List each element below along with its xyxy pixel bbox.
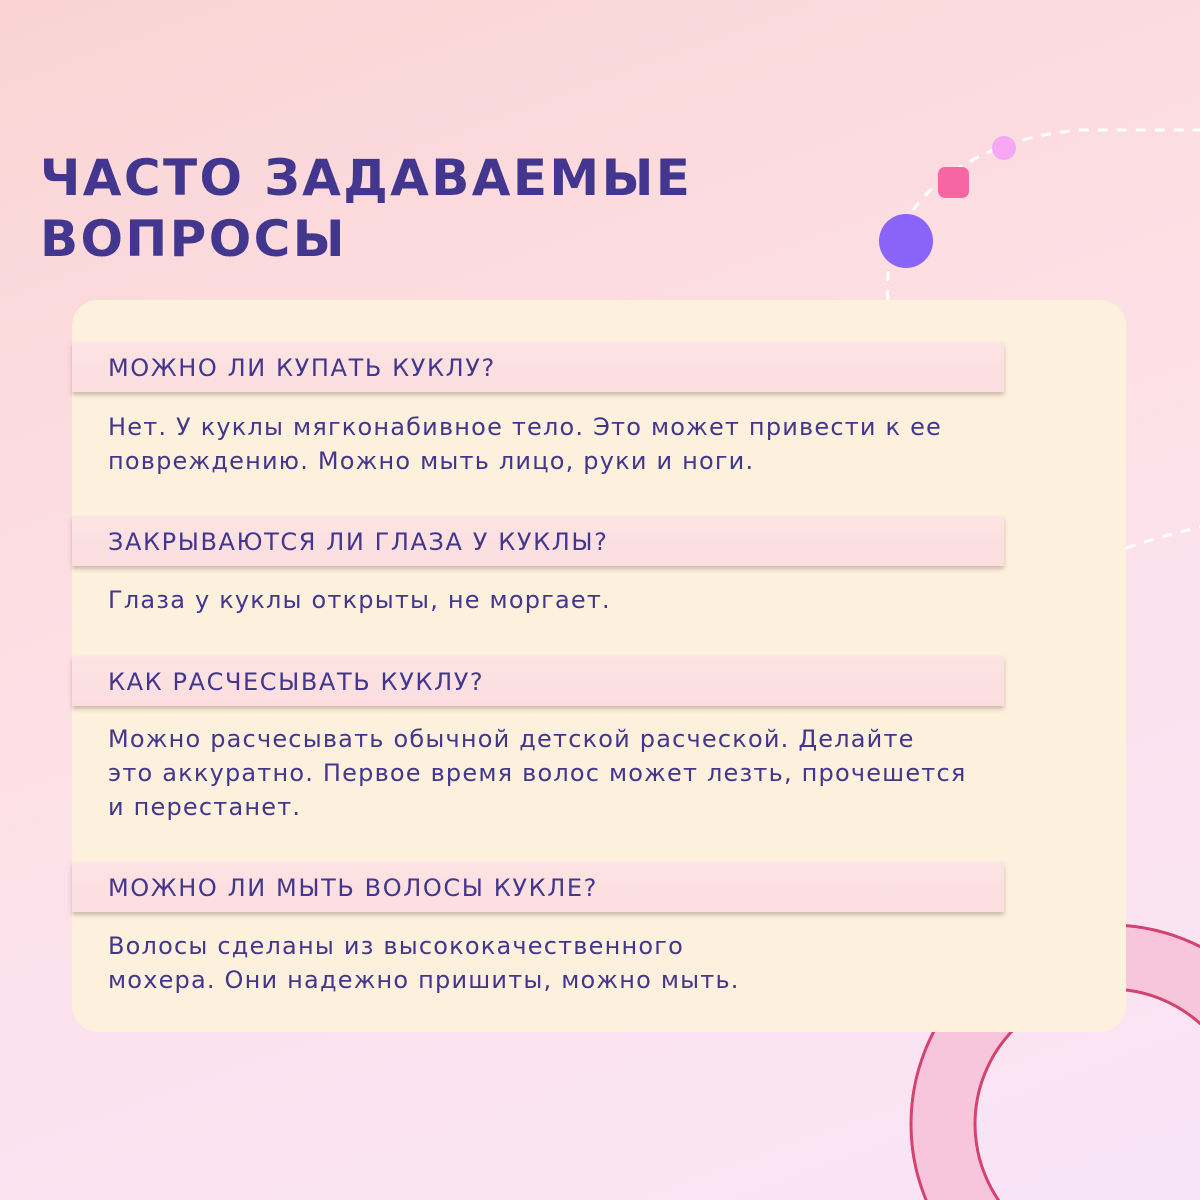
page-title-line-1: ЧАСТО ЗАДАВАЕМЫЕ [40, 149, 693, 207]
page-title-line-2: ВОПРОСЫ [40, 210, 347, 268]
faq-answer [108, 410, 1118, 478]
dashed-orbit-icon [887, 130, 1200, 300]
faq-question: ЗАКРЫВАЮТСЯ ЛИ ГЛАЗА У КУКЛЫ? [108, 528, 609, 556]
pink-square-icon [938, 167, 969, 198]
faq-question-bar [72, 862, 1004, 912]
faq-answer-line: это аккуратно. Первое время волос может лезть, прочешется [108, 759, 967, 787]
faq-question-bar [72, 656, 1004, 706]
faq-answer [108, 583, 1118, 617]
faq-answer-line: Глаза у куклы открыты, не моргает. [108, 586, 611, 614]
faq-question: МОЖНО ЛИ КУПАТЬ КУКЛУ? [108, 354, 496, 382]
faq-answer-line: Можно расчесывать обычной детской расческой. Делайте [108, 725, 915, 753]
faq-answer-line: Волосы сделаны из высококачественного [108, 932, 684, 960]
faq-answer-line: и перестанет. [108, 793, 302, 821]
dashed-orbit-lower-icon [1126, 527, 1200, 548]
light-dot-icon [992, 136, 1016, 160]
faq-answer-line: повреждению. Можно мыть лицо, руки и ноги. [108, 447, 755, 475]
purple-dot-icon [879, 214, 933, 268]
faq-answer [108, 929, 1118, 997]
faq-question-bar [72, 516, 1004, 566]
faq-question: МОЖНО ЛИ МЫТЬ ВОЛОСЫ КУКЛЕ? [108, 874, 598, 902]
page-title [40, 148, 800, 270]
faq-answer-line: Нет. У куклы мягконабивное тело. Это может привести к ее [108, 413, 943, 441]
faq-question: КАК РАСЧЕСЫВАТЬ КУКЛУ? [108, 668, 485, 696]
faq-answer-line: мохера. Они надежно пришиты, можно мыть. [108, 966, 740, 994]
faq-answer [108, 722, 1118, 824]
faq-question-bar [72, 342, 1004, 392]
